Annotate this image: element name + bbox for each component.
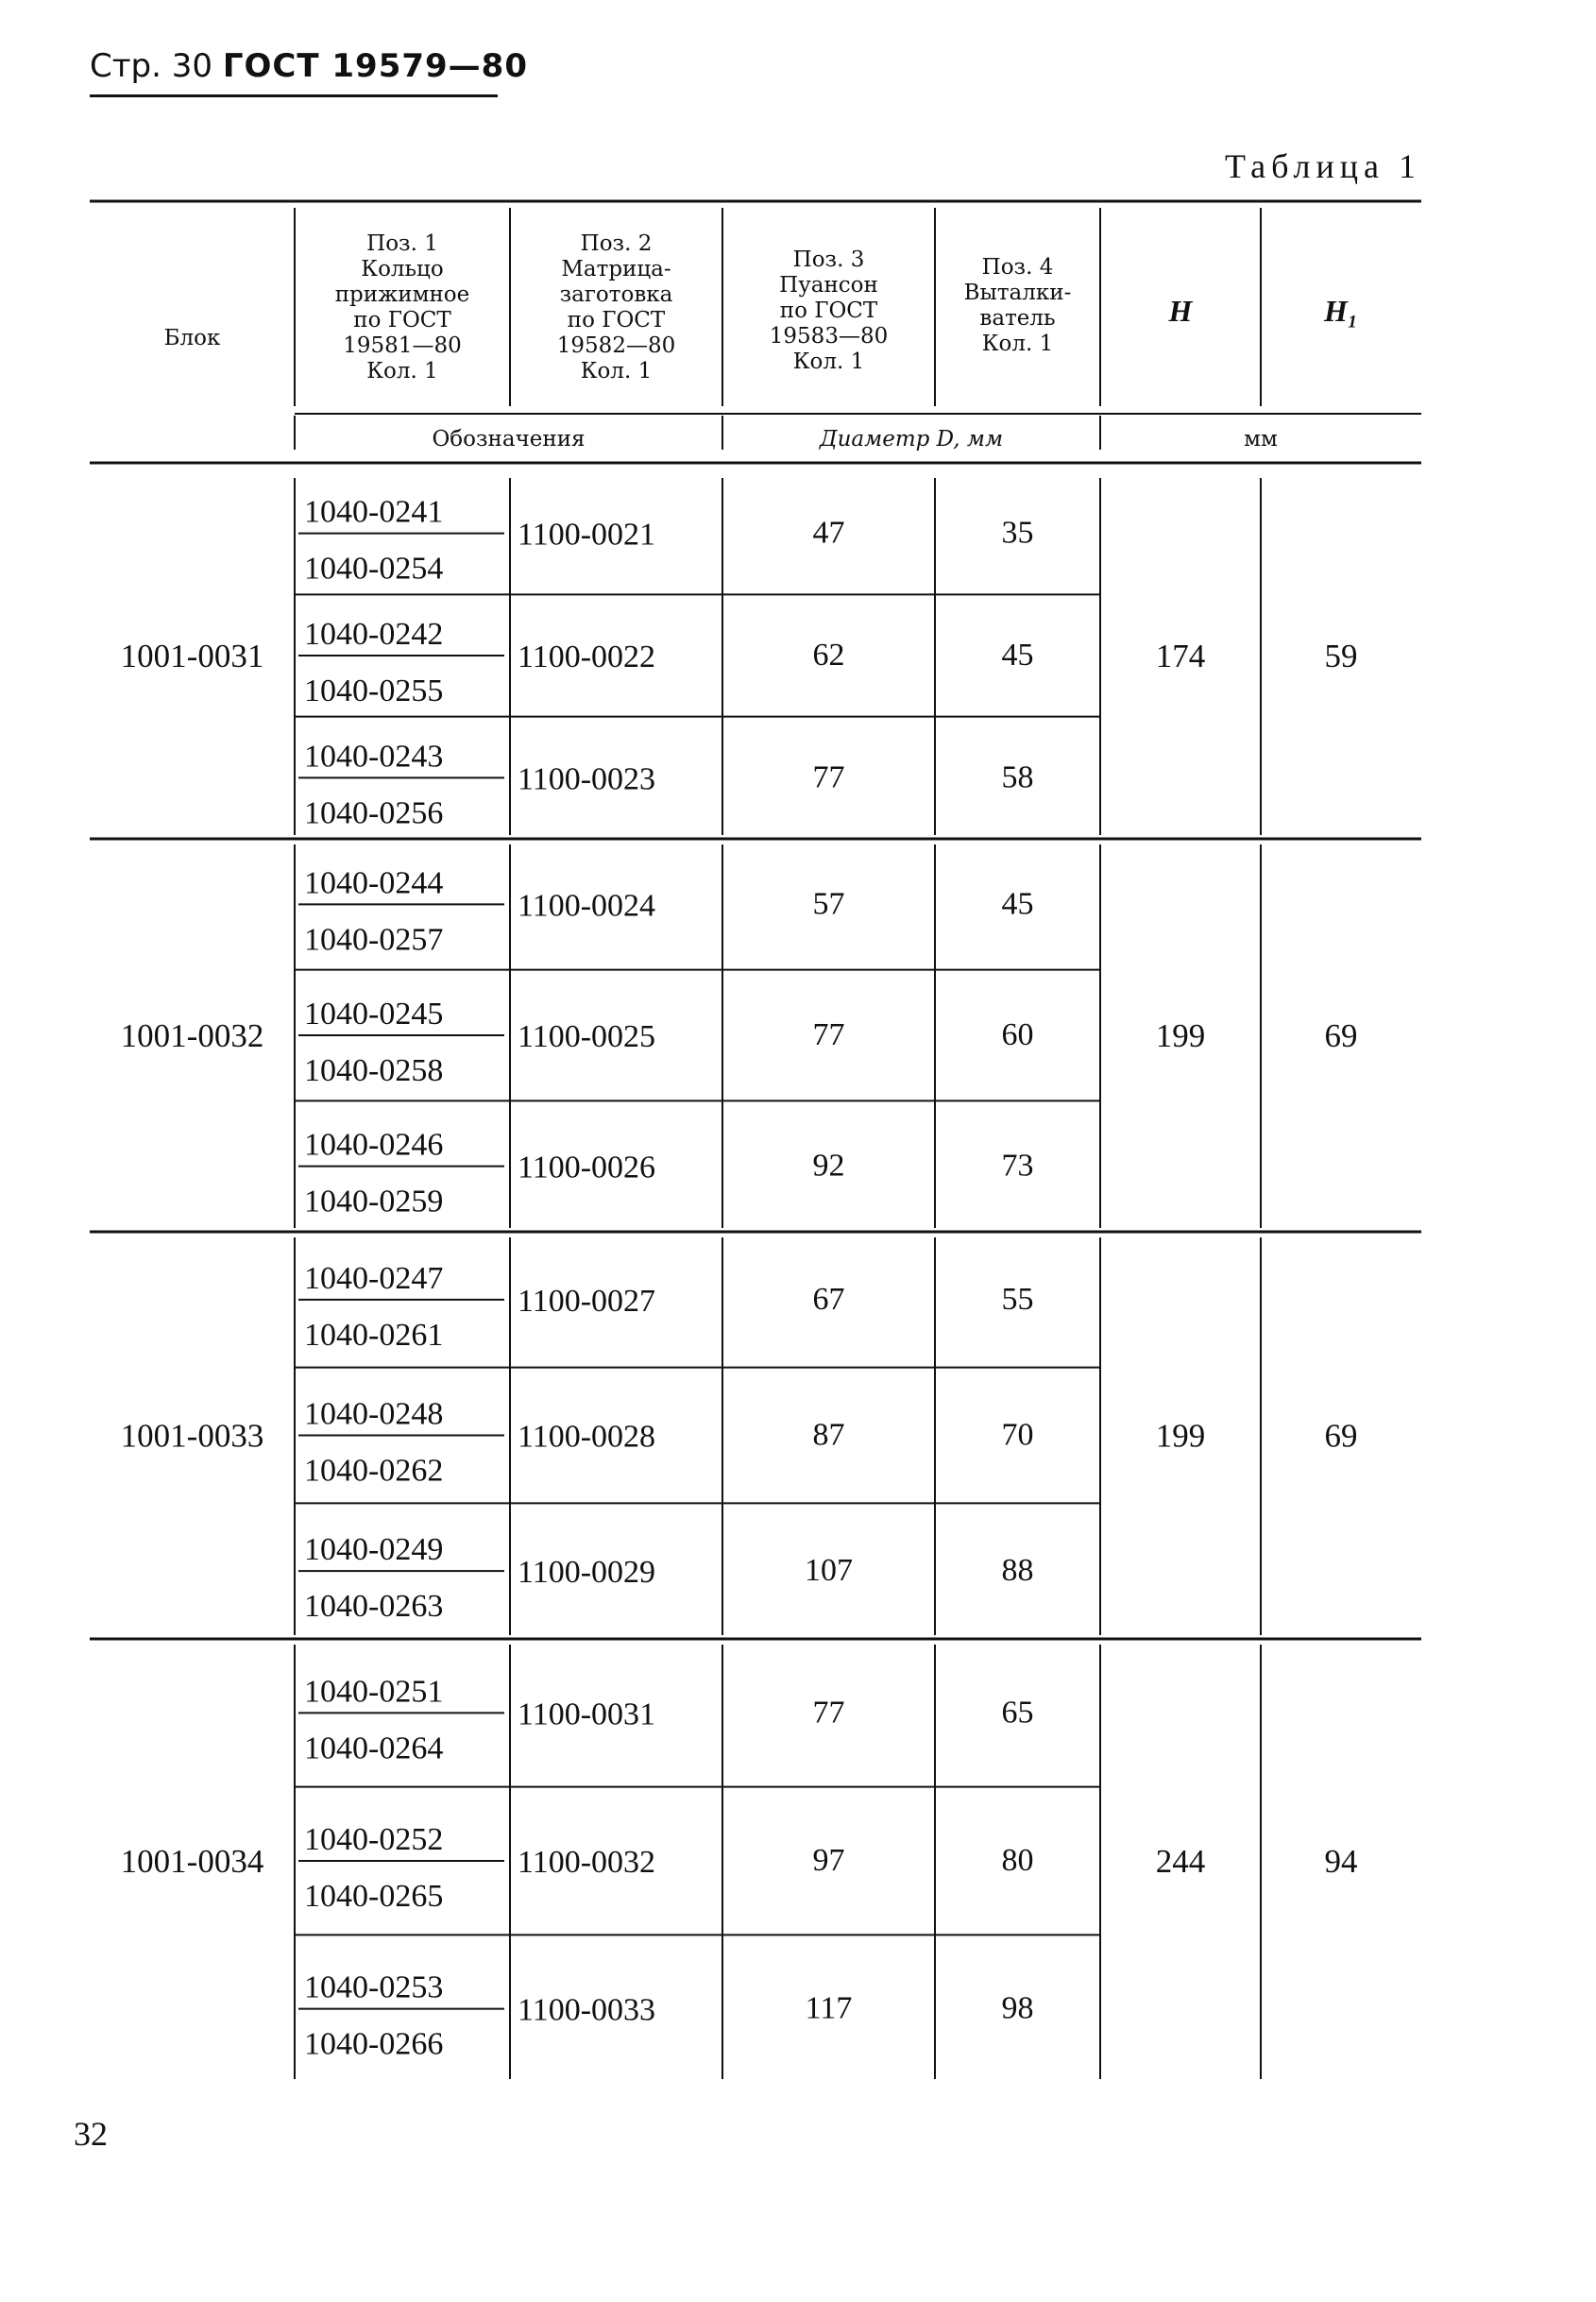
ring-code: 1040-0246 [304,1127,444,1163]
pos4-header-line: ватель [979,306,1056,331]
page-number: 32 [74,2115,108,2153]
ring-code: 1040-0253 [304,1969,444,2005]
matrix-code: 1100-0033 [518,1992,656,2028]
ejector-diameter: 88 [1001,1553,1034,1589]
block-number: 1001-0033 [120,1417,264,1455]
pos3-header-line: 19583—80 [769,324,889,349]
pos4-header-line: Выталки- [963,281,1072,305]
pos3-header-line: по ГОСТ [779,298,878,323]
ejector-diameter: 98 [1001,1990,1034,2026]
matrix-code: 1100-0028 [518,1419,656,1455]
punch-diameter: 107 [805,1553,853,1589]
matrix-code: 1100-0022 [518,639,656,674]
h1-value: 69 [1324,1417,1358,1455]
ejector-diameter: 73 [1001,1148,1034,1184]
ring-code: 1040-0262 [304,1453,444,1489]
punch-diameter: 62 [812,638,845,673]
matrix-code: 1100-0031 [518,1697,656,1732]
pos1-header-line: Поз. 1 [366,231,438,256]
ring-code: 1040-0254 [304,551,444,587]
ring-code: 1040-0245 [304,997,444,1032]
pos1-header-line: 19581—80 [343,333,462,358]
ring-code: 1040-0266 [304,2026,444,2062]
punch-diameter: 77 [812,1695,845,1731]
block-number: 1001-0031 [120,638,264,674]
pos3-header-line: Пуансон [779,273,878,298]
page-label: Стр. 30 [90,47,213,85]
h-value: 199 [1155,1017,1206,1054]
ring-code: 1040-0255 [304,674,444,708]
ejector-diameter: 65 [1001,1695,1034,1731]
ring-code: 1040-0244 [304,865,444,901]
pos2-header-line: Матрица- [561,257,671,281]
matrix-code: 1100-0024 [518,888,656,924]
ejector-diameter: 45 [1001,638,1034,673]
pos4-header-line: Кол. 1 [981,332,1054,356]
matrix-code: 1100-0023 [518,761,656,797]
pos4-header-line: Поз. 4 [981,255,1054,280]
mm-label: мм [1244,427,1278,452]
pos3-header-line: Поз. 3 [792,247,865,272]
pos2-header-line: 19582—80 [556,333,676,358]
ring-code: 1040-0251 [304,1674,444,1710]
pos2-header-line: Поз. 2 [580,231,653,256]
pos2-header-line: Кол. 1 [580,359,653,384]
diameter-label: Диаметр D, мм [819,427,1004,452]
ejector-diameter: 80 [1001,1843,1034,1878]
table-title: Таблица 1 [1225,147,1421,185]
ring-code: 1040-0247 [304,1260,444,1296]
h1-value: 94 [1324,1843,1358,1880]
h1-value: 59 [1324,638,1358,674]
h-value: 199 [1155,1417,1206,1455]
ring-code: 1040-0256 [304,795,444,831]
ejector-diameter: 70 [1001,1417,1034,1453]
designations-label: Обозначения [432,427,586,452]
h-value: 174 [1155,638,1206,674]
ring-code: 1040-0265 [304,1879,444,1914]
ring-code: 1040-0249 [304,1532,444,1568]
h-value: 244 [1155,1843,1206,1880]
ring-code: 1040-0257 [304,922,444,958]
matrix-code: 1100-0021 [518,517,656,553]
ring-code: 1040-0259 [304,1184,444,1219]
h1-header: H₁ [1323,294,1359,328]
standard-number: ГОСТ 19579—80 [222,47,528,85]
punch-diameter: 97 [812,1843,845,1878]
matrix-code: 1100-0026 [518,1150,656,1185]
ring-code: 1040-0261 [304,1317,444,1353]
pos1-header-line: Кол. 1 [366,359,438,384]
pos2-header-line: заготовка [559,282,673,307]
pos3-header-line: Кол. 1 [792,350,865,374]
punch-diameter: 77 [812,759,845,795]
ring-code: 1040-0263 [304,1589,444,1625]
punch-diameter: 57 [812,886,845,922]
block-number: 1001-0032 [120,1017,264,1054]
pos1-header-line: прижимное [334,282,470,307]
punch-diameter: 92 [812,1148,845,1184]
punch-diameter: 47 [812,515,845,551]
pos2-header-line: по ГОСТ [567,308,666,333]
ring-code: 1040-0241 [304,494,444,530]
ring-code: 1040-0264 [304,1731,444,1766]
ejector-diameter: 58 [1001,759,1034,795]
matrix-code: 1100-0027 [518,1283,656,1319]
punch-diameter: 117 [805,1990,853,2026]
punch-diameter: 67 [812,1281,845,1317]
block-number: 1001-0034 [120,1843,264,1880]
pos1-header-line: по ГОСТ [353,308,451,333]
ring-code: 1040-0248 [304,1396,444,1432]
ring-code: 1040-0243 [304,739,444,775]
ejector-diameter: 60 [1001,1017,1034,1052]
ejector-diameter: 55 [1001,1281,1034,1317]
matrix-code: 1100-0025 [518,1019,656,1054]
block-header: Блок [163,326,221,350]
punch-diameter: 77 [812,1017,845,1052]
ejector-diameter: 35 [1001,515,1034,551]
ejector-diameter: 45 [1001,886,1034,922]
ring-code: 1040-0252 [304,1822,444,1857]
h-header: H [1168,294,1193,328]
matrix-code: 1100-0032 [518,1845,656,1880]
h1-value: 69 [1324,1017,1358,1054]
ring-code: 1040-0242 [304,617,444,652]
ring-code: 1040-0258 [304,1053,444,1088]
punch-diameter: 87 [812,1417,845,1453]
pos1-header-line: Кольцо [361,257,444,281]
matrix-code: 1100-0029 [518,1555,656,1591]
